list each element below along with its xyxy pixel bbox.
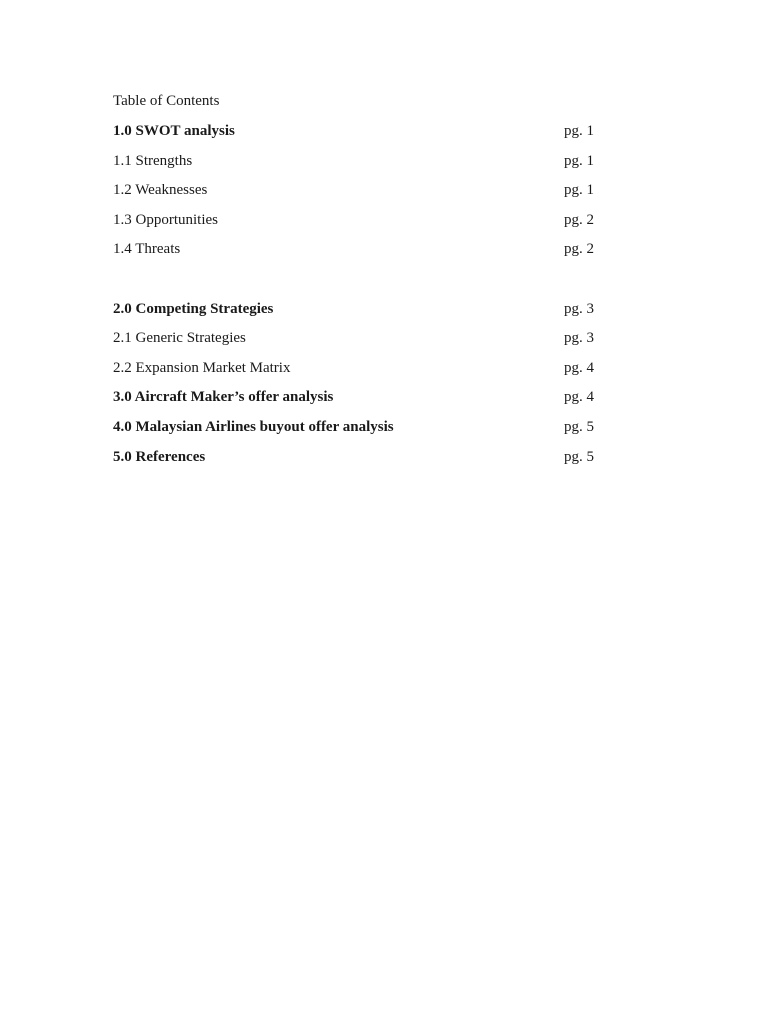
toc-entry-label: 4.0 Malaysian Airlines buyout offer analysis	[113, 418, 394, 435]
toc-list	[113, 120, 633, 475]
toc-entry-label: 2.1 Generic Strategies	[113, 330, 246, 347]
toc-entry-swot-analysis	[113, 120, 633, 150]
toc-entry-label: 3.0 Aircraft Maker’s offer analysis	[113, 389, 334, 406]
toc-entry-page: pg. 4	[564, 389, 594, 406]
toc-entry-label: 5.0 References	[113, 448, 206, 465]
toc-entry-page: pg. 2	[564, 241, 594, 258]
toc-entry-page: pg. 5	[564, 418, 594, 435]
toc-entry-page: pg. 3	[564, 300, 594, 317]
toc-entry-generic-strategies	[113, 327, 633, 357]
toc-entry-page: pg. 1	[564, 123, 594, 139]
toc-entry-references	[113, 446, 633, 476]
toc-entry-label: 1.1 Strengths	[113, 152, 193, 169]
toc-entry-label: 2.2 Expansion Market Matrix	[113, 359, 291, 376]
toc-entry-label: 1.2 Weaknesses	[113, 182, 208, 199]
toc-entry-aircraft-maker-offer	[113, 386, 633, 416]
toc-entry-label: 1.4 Threats	[113, 241, 181, 258]
toc-entry-label: 1.0 SWOT analysis	[113, 123, 235, 139]
toc-entry-page: pg. 1	[564, 152, 594, 169]
toc-entry-threats	[113, 238, 633, 268]
toc-entry-label: 2.0 Competing Strategies	[113, 300, 274, 317]
toc-entry-page: pg. 2	[564, 211, 594, 228]
toc-entry-weaknesses	[113, 179, 633, 209]
toc-entry-opportunities	[113, 209, 633, 239]
toc-entry-page: pg. 4	[564, 359, 594, 376]
toc-entry-page: pg. 1	[564, 182, 594, 199]
toc-entry-expansion-market-matrix	[113, 357, 633, 387]
toc-entry-label: 1.3 Opportunities	[113, 211, 218, 228]
toc-entry-page: pg. 3	[564, 330, 594, 347]
toc-entry-page: pg. 5	[564, 448, 594, 465]
toc-entry-competing-strategies	[113, 298, 633, 328]
toc-entry-malaysian-airlines-buyout	[113, 416, 633, 446]
toc-entry-strengths	[113, 150, 633, 180]
toc-title: Table of Contents	[113, 93, 220, 109]
table-of-contents	[113, 90, 633, 475]
